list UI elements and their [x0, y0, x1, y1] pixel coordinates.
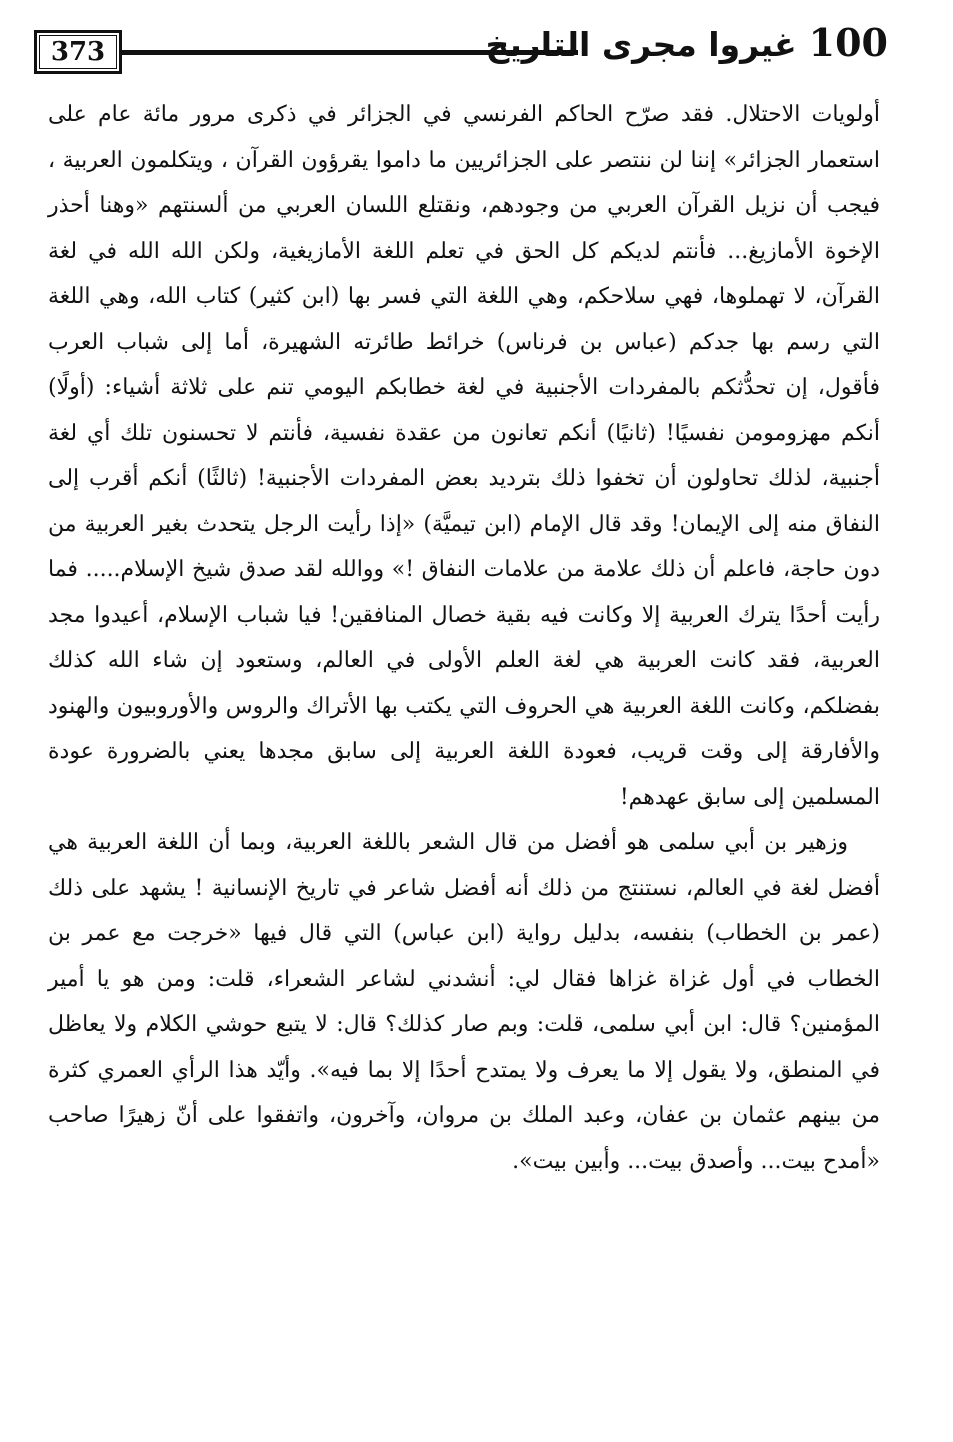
page-body [48, 92, 880, 1184]
page-number-box-inner-border [39, 35, 117, 69]
running-title [486, 20, 888, 65]
book-title: غيروا مجرى التاريخ [485, 25, 797, 64]
book-number: 100 [808, 20, 888, 65]
page-number-box [34, 30, 122, 74]
page-number: 373 [50, 37, 106, 67]
paragraph-1: أولويات الاحتلال. فقد صرّح الحاكم الفرنسي في الجزائر في ذكرى مرور مائة عام على استعمار الجزائر» إننا لن ننتصر على الجزائريين ما داموا يقرؤون القرآن ، ويتكلمون العربية ، فيجب أن نزيل القرآن العربي من وجودهم، ونقتلع اللسان العربي من ألسنتهم «وهنا أحذر الإخوة الأمازيغ... فأنتم لديكم كل الحق في تعلم اللغة الأمازيغية، ولكن الله الله في لغة القرآن، لا تهملوها، فهي سلاحكم، وهي اللغة التي فسر بها (ابن كثير) كتاب الله، وهي اللغة التي رسم بها جدكم (عباس بن فرناس) خرائط طائرته الشهيرة، أما إلى شباب العرب فأقول، إن تحدُّثكم بالمفردات الأجنبية في لغة خطابكم اليومي تنم على ثلاثة أشياء: (أولًا) أنكم مهزومومن نفسيًا! (ثانيًا) أنكم تعانون من عقدة نفسية، فأنتم لا تحسنون تلك أي لغة أجنبية، لذلك تحاولون أن تخفوا ذلك بترديد بعض المفردات الأجنبية! (ثالثًا) أنكم أقرب إلى النفاق منه إلى الإيمان! وقد قال الإمام (ابن تيميَّة) «إذا رأيت الرجل يتحدث بغير العربية من دون حاجة، فاعلم أن ذلك علامة من علامات النفاق !» ووالله لقد صدق شيخ الإسلام..... فما رأيت أحدًا يترك العربية إلا وكانت فيه بقية خصال المنافقين! فيا شباب الإسلام، أعيدوا مجد العربية، فقد كانت العربية هي لغة العلم الأولى في العالم، وستعود إن شاء الله كذلك بفضلكم، وكانت اللغة العربية هي الحروف التي يكتب بها الأتراك والروس والأوروبيون والهنود والأفارقة إلى وقت قريب، فعودة اللغة العربية إلى سابق مجدها يعني بالضرورة عودة المسلمين إلى سابق عهدهم! [48, 102, 880, 810]
page-header [28, 14, 888, 78]
paragraph-2: وزهير بن أبي سلمى هو أفضل من قال الشعر باللغة العربية، وبما أن اللغة العربية هي أفضل لغة في العالم، نستنتج من ذلك أنه أفضل شاعر في تاريخ الإنسانية ! يشهد على ذلك (عمر بن الخطاب) بنفسه، بدليل رواية (ابن عباس) التي قال فيها «خرجت مع عمر بن الخطاب في أول غزاة غزاها فقال لي: أنشدني لشاعر الشعراء، قلت: ومن هو يا أمير المؤمنين؟ قال: ابن أبي سلمى، قلت: وبم صار كذلك؟ قال: لا يتبع حوشي الكلام ولا يعاظل في المنطق، ولا يقول إلا ما يعرف ولا يمتدح أحدًا إلا بما فيه». وأيّد هذا الرأي العمري كثرة من بينهم عثمان بن عفان، وعبد الملك بن مروان، وآخرون، واتفقوا على أنّ زهيرًا صاحب «أمدح بيت... وأصدق بيت... وأبين بيت». [48, 830, 880, 1174]
